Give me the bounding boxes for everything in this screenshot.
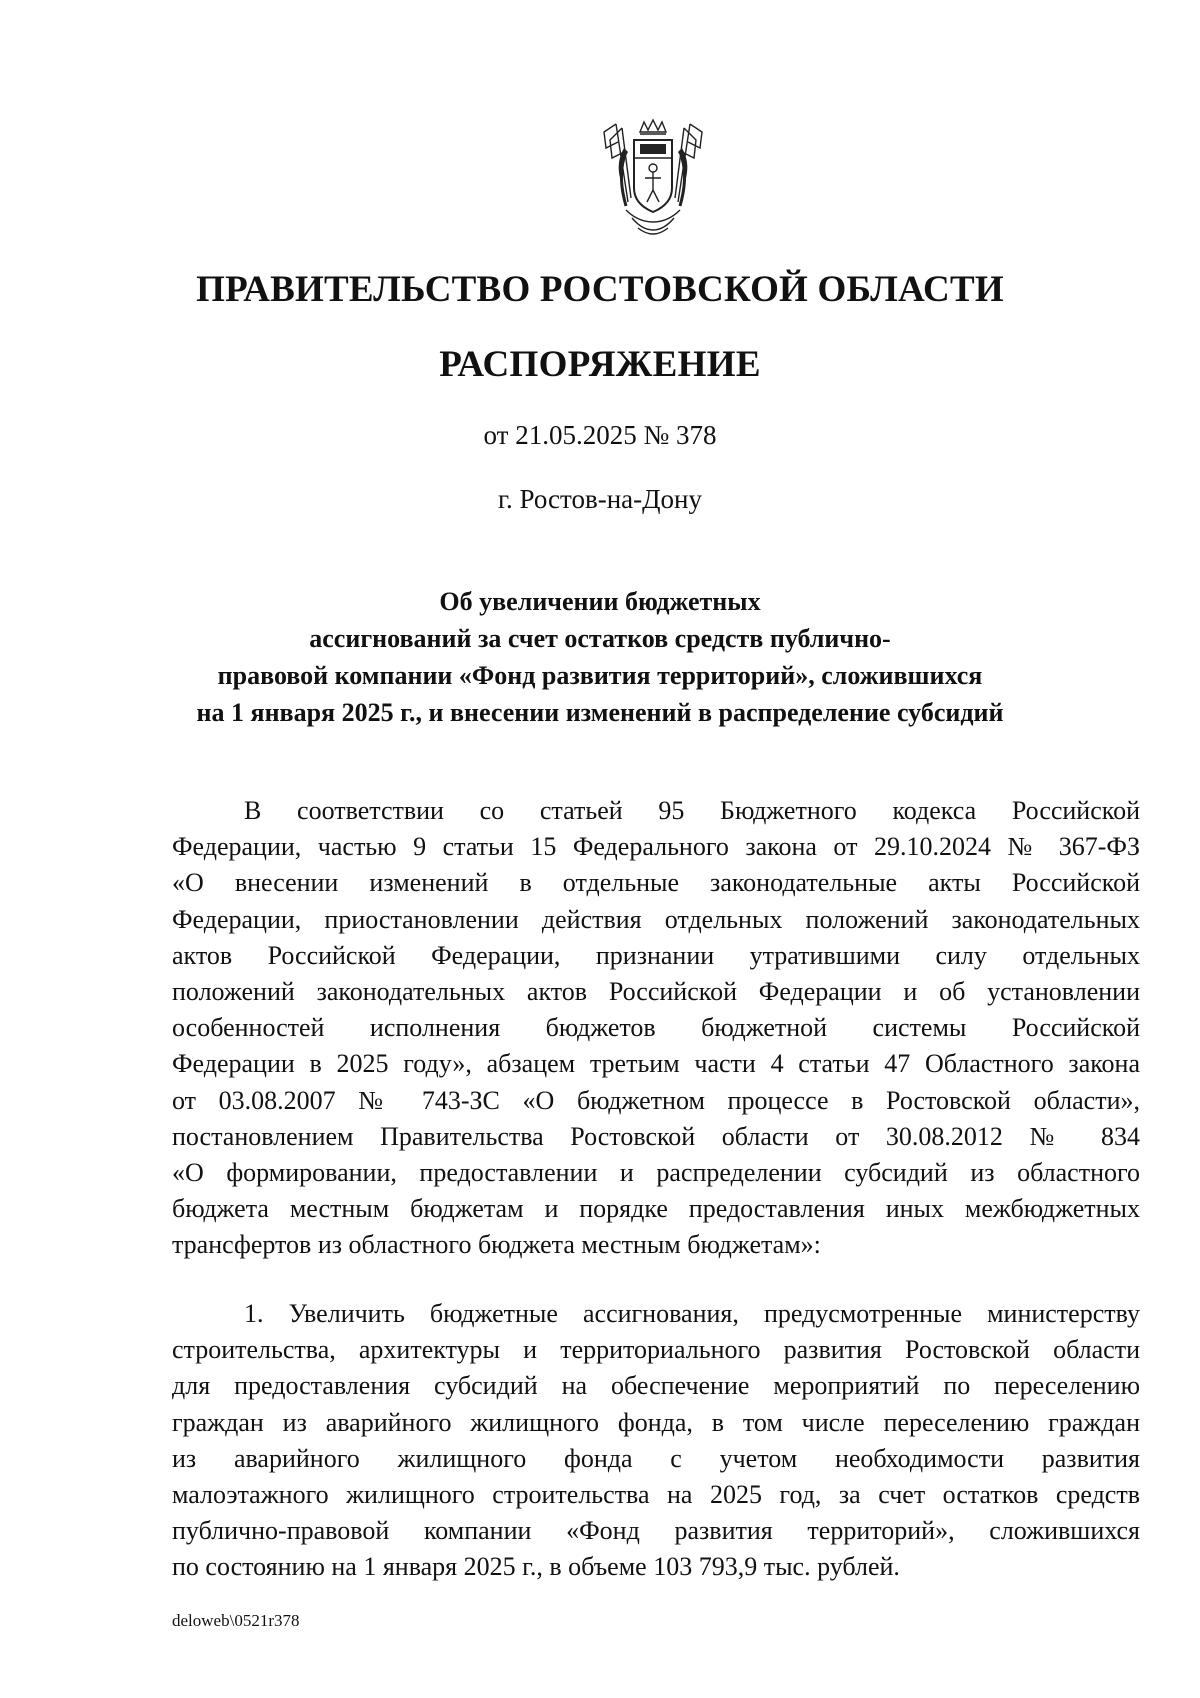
subject-line: Об увеличении бюджетных	[439, 587, 761, 616]
paragraph-line: В соответствии со статьей 95 Бюджетного кодекса Российской	[244, 796, 1140, 825]
paragraph-line: трансфертов из областного бюджета местным бюджетам»:	[172, 1230, 821, 1260]
paragraph-line: постановлением Правительства Ростовской области от 30.08.2012 № 834	[172, 1121, 1140, 1151]
paragraph-line: бюджета местным бюджетам и порядке предоставления иных межбюджетных	[172, 1194, 1140, 1224]
paragraph-line: из аварийного жилищного фонда с учетом необходимости развития	[172, 1443, 1140, 1473]
item-1-paragraph	[172, 1296, 1140, 1586]
paragraph-line: особенностей исполнения бюджетов бюджетной системы Российской	[172, 1013, 1140, 1043]
subject-line: на 1 января 2025 г., и внесении изменений в распределение субсидий	[196, 698, 1004, 727]
paragraph-line: положений законодательных актов Российской Федерации и об установлении	[172, 976, 1140, 1006]
document-subject	[0, 583, 1200, 731]
coat-of-arms-icon	[598, 118, 708, 243]
preamble-paragraph	[172, 793, 1140, 1263]
document-city: г. Ростов-на-Дону	[497, 484, 702, 514]
paragraph-line: «О внесении изменений в отдельные законодательные акты Российской	[172, 868, 1140, 898]
paragraph-line: «О формировании, предоставлении и распределении субсидий из областного	[172, 1157, 1140, 1187]
paragraph-line: публично-правовой компании «Фонд развития территорий», сложившихся	[172, 1516, 1140, 1546]
paragraph-line: Федерации, частью 9 статьи 15 Федерального закона от 29.10.2024 № 367-ФЗ	[172, 832, 1140, 862]
paragraph-line: актов Российской Федерации, признании утратившими силу отдельных	[172, 940, 1140, 970]
paragraph-line: по состоянию на 1 января 2025 г., в объеме 103 793,9 тыс. рублей.	[172, 1552, 900, 1582]
subject-line: ассигнований за счет остатков средств публично-	[309, 624, 891, 653]
organization-title: ПРАВИТЕЛЬСТВО РОСТОВСКОЙ ОБЛАСТИ	[196, 269, 1004, 310]
paragraph-line: от 03.08.2007 № 743-ЗС «О бюджетном процессе в Ростовской области»,	[172, 1085, 1140, 1115]
paragraph-line: Федерации в 2025 году», абзацем третьим части 4 статьи 47 Областного закона	[172, 1049, 1140, 1079]
subject-line: правовой компании «Фонд развития территорий», сложившихся	[217, 661, 983, 690]
paragraph-line: граждан из аварийного жилищного фонда, в том числе переселению граждан	[172, 1407, 1140, 1437]
paragraph-line: Федерации, приостановлении действия отдельных положений законодательных	[172, 904, 1140, 934]
paragraph-line: для предоставления субсидий на обеспечение мероприятий по переселению	[172, 1371, 1140, 1401]
document-type: РАСПОРЯЖЕНИЕ	[439, 344, 761, 385]
document-date-number: от 21.05.2025 № 378	[483, 420, 717, 450]
paragraph-line: малоэтажного жилищного строительства на 2025 год, за счет остатков средств	[172, 1479, 1140, 1509]
paragraph-line: строительства, архитектуры и территориального развития Ростовской области	[172, 1335, 1140, 1365]
paragraph-line: 1. Увеличить бюджетные ассигнования, предусмотренные министерству	[244, 1299, 1140, 1328]
file-code: deloweb\0521r378	[172, 1611, 300, 1630]
